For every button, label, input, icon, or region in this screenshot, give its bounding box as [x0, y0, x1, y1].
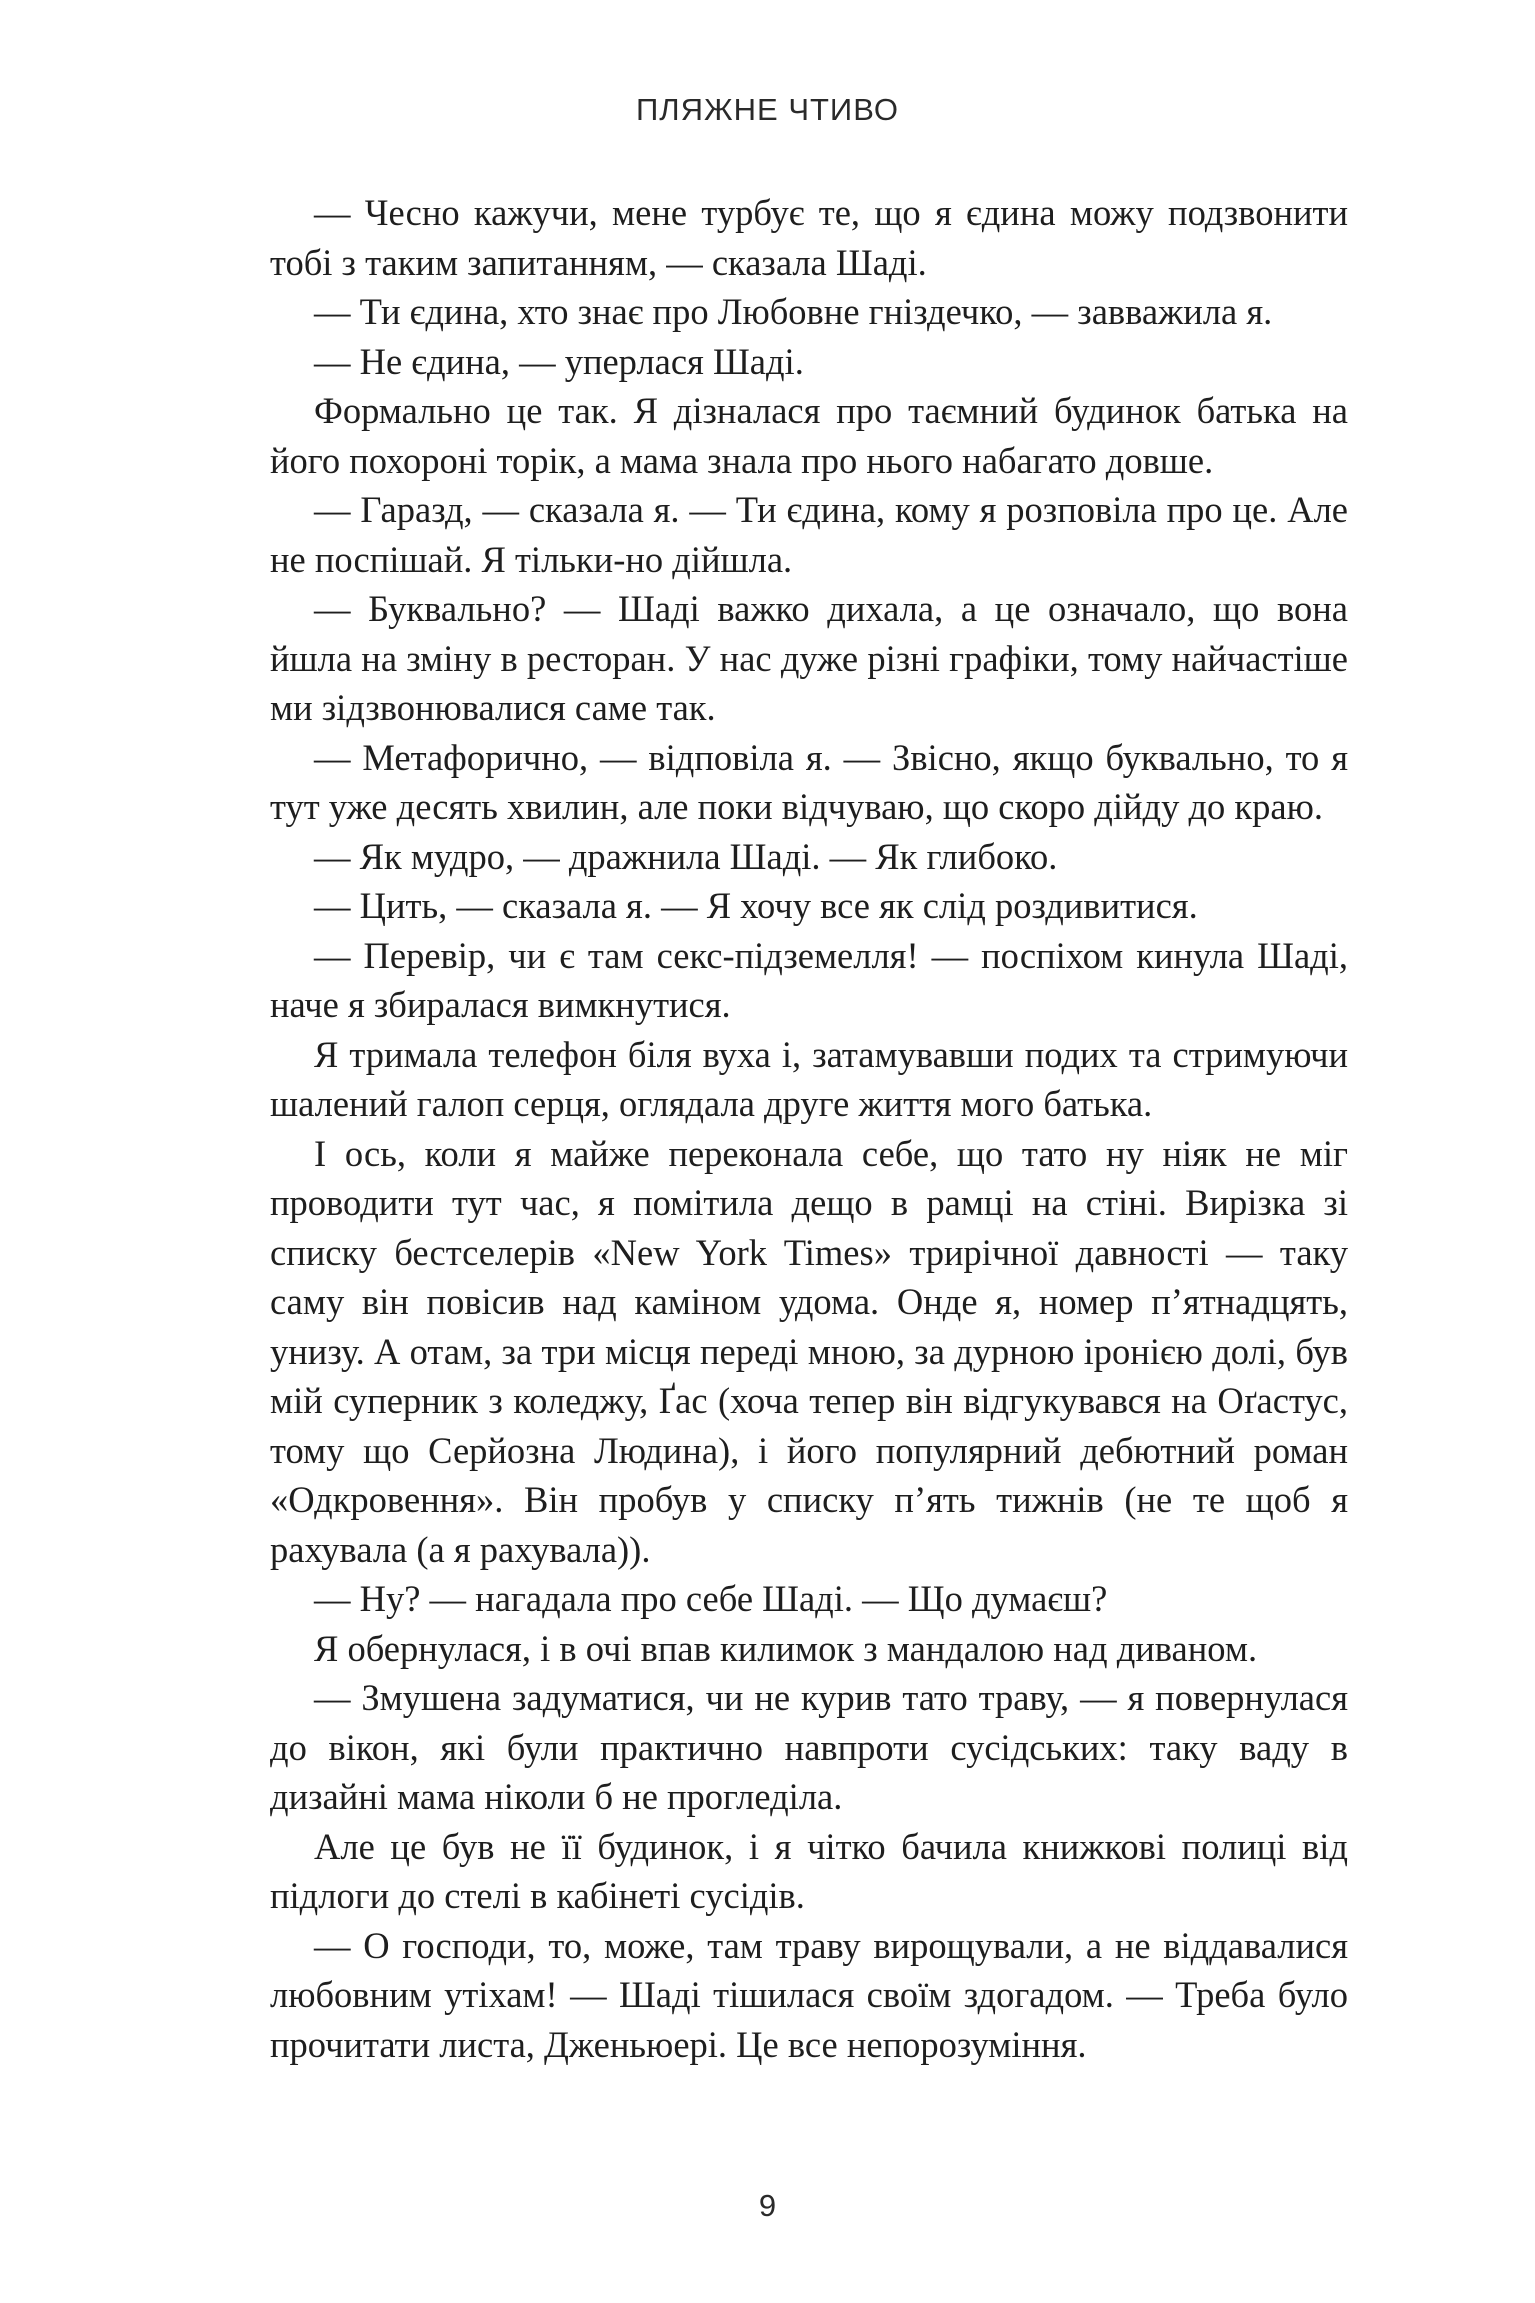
paragraph: — Цить, — сказала я. — Я хочу все як слід роздивитися.: [314, 885, 1198, 926]
paragraph: — Метафорично, — відповіла я. — Звісно, якщо буквально, то я тут уже десять хвилин, але поки відчуваю, що скоро дійду до краю.: [270, 736, 1348, 827]
paragraph: І ось, коли я майже переконала себе, що тато ну ніяк не міг проводити тут час, я помітила дещо в рамці на стіні. Вирізка зі списку бестселерів «New York Times» трирічної давності — таку саму він повісив над каміном удома. Онде я, номер п’ятнадцять, унизу. А отам, за три місця переді мною, за дурною іронією долі, був мій суперник з коледжу, Ґас (хоча тепер він відгукувався на Оґастус, тому що Серйозна Людина), і його популярний дебютний роман «Одкровення». Він пробув у списку п’ять тижнів (не те щоб я рахувала (а я рахувала)).: [270, 1132, 1348, 1570]
paragraph: Але це був не її будинок, і я чітко бачила книжкові полиці від підлоги до стелі в кабінеті сусідів.: [270, 1825, 1348, 1916]
paragraph: — Ти єдина, хто знає про Любовне гніздечко, — завважила я.: [314, 291, 1273, 332]
body-text: [270, 188, 1348, 2069]
paragraph: — Перевір, чи є там секс-підземелля! — поспіхом кинула Шаді, наче я збиралася вимкнутися.: [270, 934, 1348, 1025]
paragraph: Я обернулася, і в очі впав килимок з мандалою над диваном.: [314, 1627, 1258, 1669]
paragraph: Формально це так. Я дізналася про таємний будинок батька на його похороні торік, а мама знала про нього набагато довше.: [270, 390, 1348, 481]
page-number: 9: [758, 2188, 777, 2223]
paragraph: Я тримала телефон біля вуха і, затамувавши подих та стримуючи шалений галоп серця, оглядала друге життя мого батька.: [270, 1033, 1348, 1124]
paragraph: — О господи, то, може, там траву вирощували, а не віддавалися любовним утіхам! — Шаді тішилася своїм здогадом. — Треба було прочитати листа, Дженьюері. Це все непорозуміння.: [270, 1924, 1348, 2065]
running-head: ПЛЯЖНЕ ЧТИВО: [636, 92, 899, 127]
paragraph: — Буквально? — Шаді важко дихала, а це означало, що вона йшла на зміну в ресторан. У нас дуже різні графіки, тому найчастіше ми зідзвонювалися саме так.: [270, 588, 1348, 728]
paragraph: — Гаразд, — сказала я. — Ти єдина, кому я розповіла про це. Але не поспішай. Я тільки-но дійшла.: [270, 489, 1348, 580]
paragraph: — Не єдина, — уперлася Шаді.: [314, 340, 804, 382]
paragraph: — Як мудро, — дражнила Шаді. — Як глибоко.: [314, 835, 1058, 877]
paragraph: — Ну? — нагадала про себе Шаді. — Що думаєш?: [314, 1578, 1108, 1619]
paragraph: — Чесно кажучи, мене турбує те, що я єдина можу подзвонити тобі з таким запитанням, — сказала Шаді.: [270, 192, 1348, 283]
paragraph: — Змушена задуматися, чи не курив тато траву, — я повернулася до вікон, які були практично навпроти сусідських: таку ваду в дизайні мама ніколи б не прогледіла.: [270, 1677, 1348, 1817]
